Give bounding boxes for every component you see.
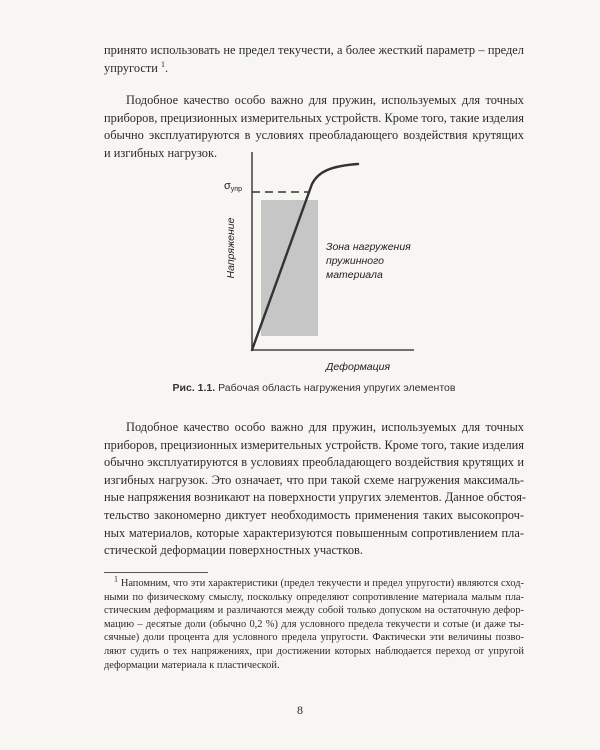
loading-zone [261,200,318,336]
text-line: упругости $^1$. [104,59,169,75]
paragraph-1 [104,42,524,77]
text-line: ные напряжения возникают на поверхности упругих элементов. Данное обстоя- [104,490,527,505]
footnote-line: деформации материала к пластической. [104,659,280,671]
footnote-line-content: Напомним, что эти характеристики (предел текучести и предел упругости) являются сход- [120,578,524,589]
footnote-line: сячные) доли процента для условного предела упругости. Фактически эти величины позво- [104,632,524,644]
text-line: изгибных нагрузок. Это означает, что при такой схеме нагружения максималь- [104,472,524,487]
figure-caption-text: Рабочая область нагружения упругих элементов [218,382,456,394]
stress-strain-figure [208,152,416,378]
footnote-mark: 1 [114,574,118,584]
figure-caption [104,382,524,394]
figure-number: Рис. 1.1. [172,382,216,394]
text-line: ных материалов, которые характеризуются повышенным сопротивлением пла- [104,525,524,540]
elastic-limit-label: σупр [224,180,242,193]
footnote-reference: 1 [161,59,165,69]
footnote [104,574,524,672]
x-axis-label: Деформация [326,361,391,373]
text-line: стической деформации поверхностных участков. [104,543,363,558]
footnote-line: ляют судить о тех напряжениях, при достижении которых наблюдается переход от упругой [104,645,524,657]
text-line: и изгибных нагрузок. [104,145,218,160]
text-line: приборов, прецизионных измерительных устройств. Кроме того, такие изделия [104,437,524,452]
y-axis-label: Напряжение [225,217,237,279]
footnote-line: мацию – десятые доли (обычно 0,2 %) для условного предела текучести и сотые (и даже ты- [104,618,524,630]
zone-label: Зона нагружения пружинного материала [326,241,411,281]
footnote-line: стическим деформациям и различаются между собой только допуском на остаточную дефор- [104,605,524,617]
text-line: обычно эксплуатируются в условиях преобладающего воздействия крутящих [104,128,524,143]
text-line: приборов, прецизионных измерительных устройств. Кроме того, такие изделия [104,110,524,125]
footnote-line: ными по физическому смыслу, поскольку определяют сопротивление материала малым пла- [104,591,524,603]
text-line: Подобное качество особо важно для пружин, используемых для точных [126,93,524,107]
footnote-line [104,574,524,591]
text-line-content: упругости [104,60,158,75]
paragraph-3 [104,419,527,560]
page-number: 8 [297,703,303,717]
text-line: тельство закономерно диктует необходимость применения таких высокопроч- [104,507,524,522]
text-line: Подобное качество особо важно для пружин, используемых для точных [126,420,524,434]
footnote-divider [104,572,208,573]
text-line: принято использовать не предел текучести, а более жесткий параметр – предел [104,43,524,57]
text-line: обычно эксплуатируются в условиях преобладающего воздействия крутящих и [104,455,524,470]
